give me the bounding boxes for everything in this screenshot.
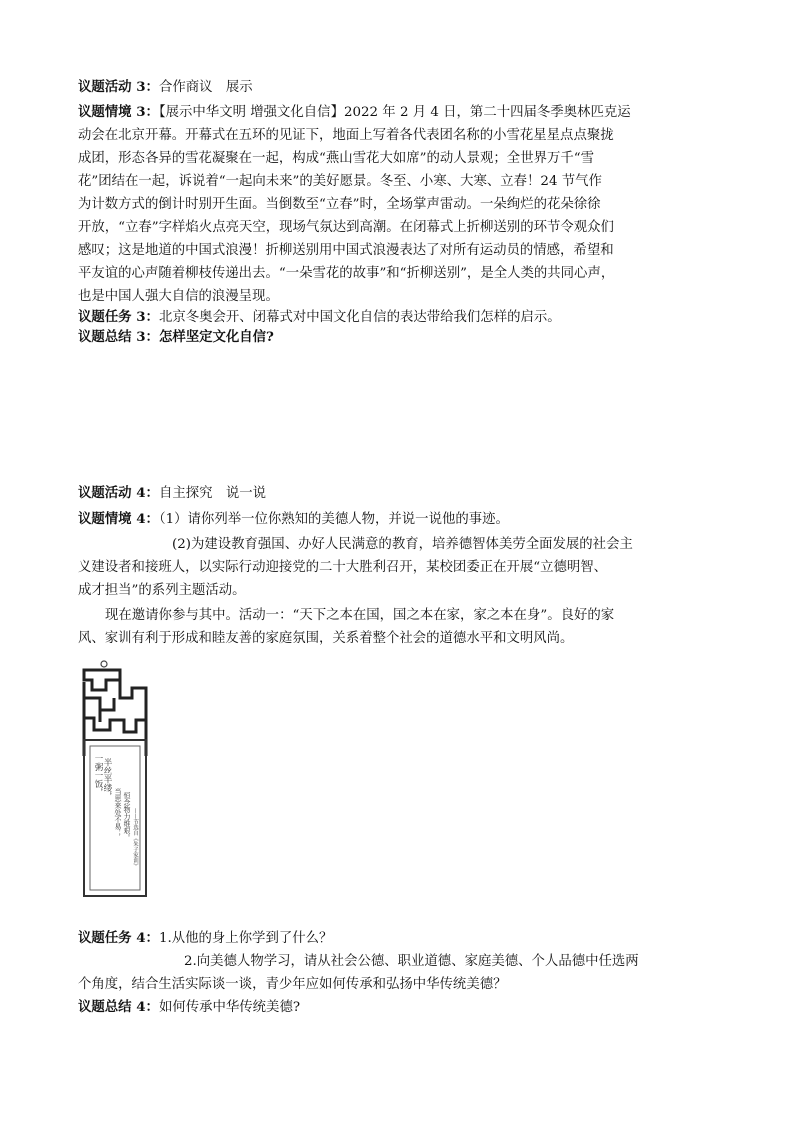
- activity-4-label: 议题活动 4：: [78, 485, 159, 501]
- bookmark-text-col3: 当思来处不易；: [114, 788, 122, 837]
- scenario-3-line-7: 感叹；这是地道的中国式浪漫！折柳送别用中国式浪漫表达了对所有运动员的情感，希望和: [78, 243, 614, 258]
- scenario-4-label: 议题情境 4：: [78, 511, 159, 527]
- task-4-line-1: 议题任务 4：1.从他的身上你学到了什么？: [78, 930, 333, 946]
- activity-3-label: 议题活动 3：: [78, 79, 159, 95]
- task-3-label: 议题任务 3：: [78, 309, 159, 325]
- scenario-3-line-5: 为计数方式的倒计时别开生面。当倒数至“立春”时，全场掌声雷动。一朵绚烂的花朵徐徐: [78, 197, 601, 212]
- scenario-4-line-4: 成才担当”的系列主题活动。: [78, 583, 246, 598]
- scenario-3-label: 议题情境 3：: [78, 104, 159, 120]
- scenario-3-line-2: 动会在北京开幕。开幕式在五环的见证下，地面上写着各代表团名称的小雪花星星点点聚拢: [78, 128, 614, 143]
- scenario-3-line-1: 议题情境 3：【展示中华文明 增强文化自信】2022 年 2 月 4 日，第二十四届冬季奥林匹克运: [78, 104, 631, 120]
- scenario-3-line-6: 开放，“立春”字样焰火点亮天空，现场气氛达到高潮。在闭幕式上折柳送别的环节令观众们: [78, 220, 614, 235]
- activity-4-line: [78, 482, 718, 505]
- scenario-3-line-8: 平友谊的心声随着柳枝传递出去。“一朵雪花的故事”和“折柳送别”，是全人类的共同心声，: [78, 266, 615, 281]
- scenario-4-line-3: 义建设者和接班人，以实际行动迎接党的二十大胜利召开，某校团委正在开展“立德明智、: [78, 560, 608, 575]
- summary-4-line: [78, 996, 718, 1019]
- task-4-line-3: 个角度，结合生活实际谈一谈，青少年应如何传承和弘扬中华传统美德？: [78, 977, 507, 992]
- summary-3-label: 议题总结 3：: [78, 329, 159, 345]
- bookmark-text-col2: 半丝半缕，: [102, 758, 112, 801]
- scenario-4-line-2: (2)为建设教育强国、办好人民满意的教育，培养德智体美劳全面发展的社会主: [172, 537, 633, 552]
- activity-3-line: [78, 76, 718, 99]
- scenario-3-line-3: 成团，形态各异的雪花凝聚在一起，构成“燕山雪花大如席”的动人景观；全世界万千“雪: [78, 151, 594, 166]
- bookmark-text-col1: 一粥一饭，: [93, 754, 103, 797]
- activity-4-text: 自主探究 说一说: [158, 486, 267, 501]
- bookmark-text-col5: ——节选自《朱子家训》: [132, 808, 138, 869]
- bookmark-text-col4: 恒念物力维艰。: [123, 792, 131, 841]
- activity-3-text: 合作商议 展示: [158, 80, 253, 95]
- scenario-3-line-9: 也是中国人强大自信的浪漫呈现。: [78, 289, 279, 304]
- scenario-3-line-4: 花”团结在一起，诉说着“一起向未来”的美好愿景。冬至、小寒、大寒、立春！24 节气作: [78, 174, 602, 189]
- summary-3-text: 怎样坚定文化自信?: [158, 329, 274, 345]
- summary-4-label: 议题总结 4：: [78, 999, 159, 1015]
- scenario-4-line-6: 风、家训有利于形成和睦友善的家庭氛围，关系着整个社会的道德水平和文明风尚。: [78, 631, 574, 646]
- bookmark-illustration: [80, 658, 172, 898]
- summary-4-text: 如何传承中华传统美德?: [158, 1000, 301, 1015]
- scenario-4-line-1: 议题情境 4：（1）请你列举一位你熟知的美德人物，并说一说他的事迹。: [78, 511, 509, 527]
- task-3-text: 北京冬奥会开、闭幕式对中国文化自信的表达带给我们怎样的启示。: [158, 310, 561, 325]
- summary-3-line: [78, 326, 718, 349]
- task-4-line-2: 2.向美德人物学习，请从社会公德、职业道德、家庭美德、个人品德中任选两: [184, 954, 639, 969]
- task-4-label: 议题任务 4：: [78, 930, 159, 946]
- scenario-4-line-5: 现在邀请你参与其中。活动一：“天下之本在国，国之本在家，家之本在身”。良好的家: [105, 608, 615, 623]
